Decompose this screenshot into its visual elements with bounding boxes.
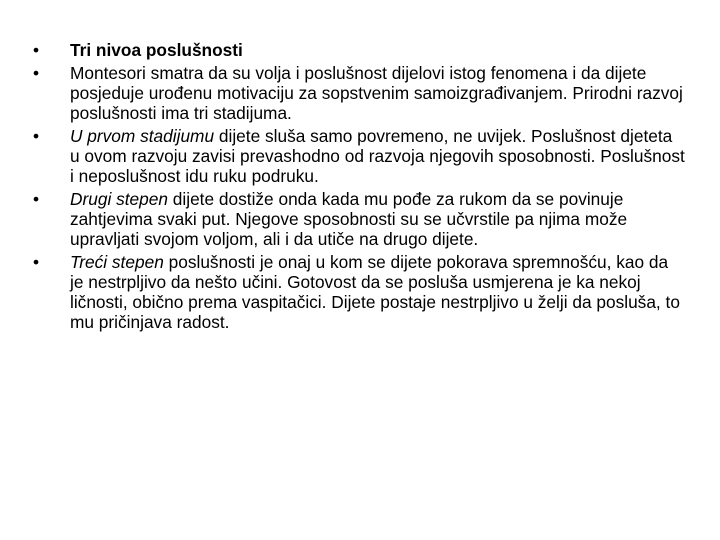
bullet-icon: • — [32, 252, 40, 272]
bullet-icon: • — [32, 126, 40, 146]
bullet-item-title — [26, 40, 686, 60]
bullet-icon: • — [32, 63, 40, 83]
bullet-emphasis: Drugi stepen — [70, 189, 168, 209]
slide-heading: Tri nivoa poslušnosti — [70, 40, 243, 60]
bullet-item-second-stage — [26, 189, 686, 249]
bullet-text: Montesori smatra da su volja i poslušnost dijelovi istog fenomena i da dijete posjeduje urođenu motivaciju za sopstvenim samoizgrađivanjem. Prirodni razvoj poslušnosti ima tri stadijuma. — [70, 63, 683, 123]
bullet-text: poslušnosti je onaj u kom se dijete pokorava spremnošću, kao da je nestrpljivo da nešto učini. Gotovost da se posluša usmjerena je ka nekoj ličnosti, obično prema vaspitačici. Dijete postaje nestrpljivo u želji da posluša, to mu pričinjava radost. — [70, 252, 680, 332]
bullet-emphasis: Treći stepen — [70, 252, 164, 272]
bullet-icon: • — [32, 189, 40, 209]
bullet-item-intro — [26, 63, 686, 123]
bullet-list — [26, 40, 686, 335]
bullet-text: dijete dostiže onda kada mu pođe za rukom da se povinuje zahtjevima svaki put. Njegove sposobnosti su se učvrstile pa njima može upravljati svojom voljom, ali i da utiče na drugo dijete. — [70, 189, 628, 249]
bullet-text: dijete sluša samo povremeno, ne uvijek. Poslušnost djeteta u ovom razvoju zavisi prevashodno od razvoja njegovih sposobnosti. Poslušnost i neposlušnost idu ruku podruku. — [70, 126, 685, 186]
bullet-emphasis: U prvom stadijumu — [70, 126, 215, 146]
bullet-item-third-stage — [26, 252, 686, 332]
bullet-icon: • — [32, 40, 40, 60]
bullet-item-first-stage — [26, 126, 686, 186]
